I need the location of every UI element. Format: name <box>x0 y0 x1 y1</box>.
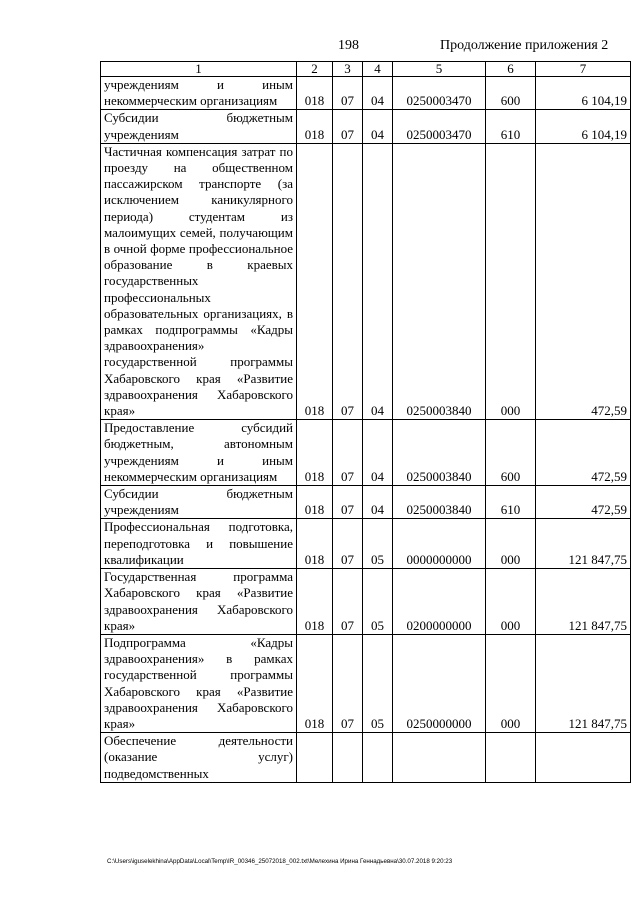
row-code-6: 610 <box>486 110 536 143</box>
column-header: 1 <box>101 62 297 77</box>
row-code-6: 600 <box>486 420 536 486</box>
row-code-3: 07 <box>333 569 363 635</box>
row-code-5: 0250000000 <box>393 634 486 732</box>
row-code-2: 018 <box>297 519 333 569</box>
column-header: 6 <box>486 62 536 77</box>
row-code-6: 000 <box>486 569 536 635</box>
row-code-4: 04 <box>363 143 393 419</box>
row-code-2: 018 <box>297 110 333 143</box>
row-code-6: 610 <box>486 486 536 519</box>
row-name: Предоставление субсидий бюджетным, автономным учреждениям и иным некоммерческим организациям <box>101 420 297 486</box>
row-code-4: 04 <box>363 420 393 486</box>
row-code-4: 05 <box>363 569 393 635</box>
row-code-2: 018 <box>297 486 333 519</box>
table-row <box>101 77 631 110</box>
budget-table <box>100 61 631 783</box>
row-code-5: 0000000000 <box>393 519 486 569</box>
row-code-4: 04 <box>363 486 393 519</box>
row-code-6: 000 <box>486 519 536 569</box>
page-number: 198 <box>338 38 359 53</box>
row-code-3: 07 <box>333 634 363 732</box>
column-header: 4 <box>363 62 393 77</box>
row-code-2 <box>297 733 333 783</box>
row-code-5: 0250003470 <box>393 110 486 143</box>
row-code-6: 600 <box>486 77 536 110</box>
table-header-row <box>101 62 631 77</box>
row-code-2: 018 <box>297 143 333 419</box>
row-code-5: 0200000000 <box>393 569 486 635</box>
row-code-3: 07 <box>333 420 363 486</box>
row-code-2: 018 <box>297 77 333 110</box>
row-code-5 <box>393 733 486 783</box>
row-code-4 <box>363 733 393 783</box>
row-code-2: 018 <box>297 634 333 732</box>
row-code-3 <box>333 733 363 783</box>
row-code-3: 07 <box>333 486 363 519</box>
row-code-2: 018 <box>297 420 333 486</box>
row-code-4: 05 <box>363 519 393 569</box>
row-code-3: 07 <box>333 77 363 110</box>
row-name: Субсидии бюджетным учреждениям <box>101 110 297 143</box>
row-name: учреждениям и иным некоммерческим организациям <box>101 77 297 110</box>
table-row <box>101 110 631 143</box>
table-row <box>101 733 631 783</box>
row-amount: 472,59 <box>536 486 631 519</box>
column-header: 3 <box>333 62 363 77</box>
column-header: 5 <box>393 62 486 77</box>
row-code-6: 000 <box>486 143 536 419</box>
row-name: Государственная программа Хабаровского края «Развитие здравоохранения Хабаровского края» <box>101 569 297 635</box>
table-row <box>101 519 631 569</box>
row-code-4: 05 <box>363 634 393 732</box>
table-row <box>101 634 631 732</box>
row-code-4: 04 <box>363 110 393 143</box>
row-amount: 121 847,75 <box>536 519 631 569</box>
row-amount: 6 104,19 <box>536 110 631 143</box>
table-row <box>101 143 631 419</box>
row-code-3: 07 <box>333 519 363 569</box>
table-row <box>101 486 631 519</box>
row-amount: 472,59 <box>536 420 631 486</box>
row-amount: 121 847,75 <box>536 569 631 635</box>
row-amount: 6 104,19 <box>536 77 631 110</box>
footer-file-path: C:\Users\iguselekhina\AppData\Local\Temp\IR_00346_25072018_002.txt\Мелехина Ирина Геннадьевна\30.07.2018 9:20:23 <box>107 858 453 865</box>
row-code-6 <box>486 733 536 783</box>
row-amount: 472,59 <box>536 143 631 419</box>
row-amount <box>536 733 631 783</box>
row-name: Частичная компенсация затрат по проезду на общественном пассажирском транспорте (за исключением каникулярного периода) студентам из малоимущих семей, получающим в очной форме профессиональное образование в краевых государственных профессиональных образовательных организациях, в рамках подпрограммы «Кадры здравоохранения» государственной программы Хабаровского края «Развитие здравоохранения Хабаровского края» <box>101 143 297 419</box>
row-code-5: 0250003840 <box>393 420 486 486</box>
row-name: Подпрограмма «Кадры здравоохранения» в рамках государственной программы Хабаровского края «Развитие здравоохранения Хабаровского края» <box>101 634 297 732</box>
column-header: 7 <box>536 62 631 77</box>
row-code-5: 0250003470 <box>393 77 486 110</box>
row-code-2: 018 <box>297 569 333 635</box>
table-row <box>101 420 631 486</box>
continuation-label: Продолжение приложения 2 <box>440 38 609 53</box>
column-header: 2 <box>297 62 333 77</box>
row-amount: 121 847,75 <box>536 634 631 732</box>
row-code-5: 0250003840 <box>393 486 486 519</box>
row-code-3: 07 <box>333 143 363 419</box>
row-code-3: 07 <box>333 110 363 143</box>
row-code-5: 0250003840 <box>393 143 486 419</box>
row-name: Профессиональная подготовка, переподготовка и повышение квалификации <box>101 519 297 569</box>
row-name: Субсидии бюджетным учреждениям <box>101 486 297 519</box>
table-row <box>101 569 631 635</box>
row-name: Обеспечение деятельности (оказание услуг) подведомственных <box>101 733 297 783</box>
row-code-6: 000 <box>486 634 536 732</box>
row-code-4: 04 <box>363 77 393 110</box>
